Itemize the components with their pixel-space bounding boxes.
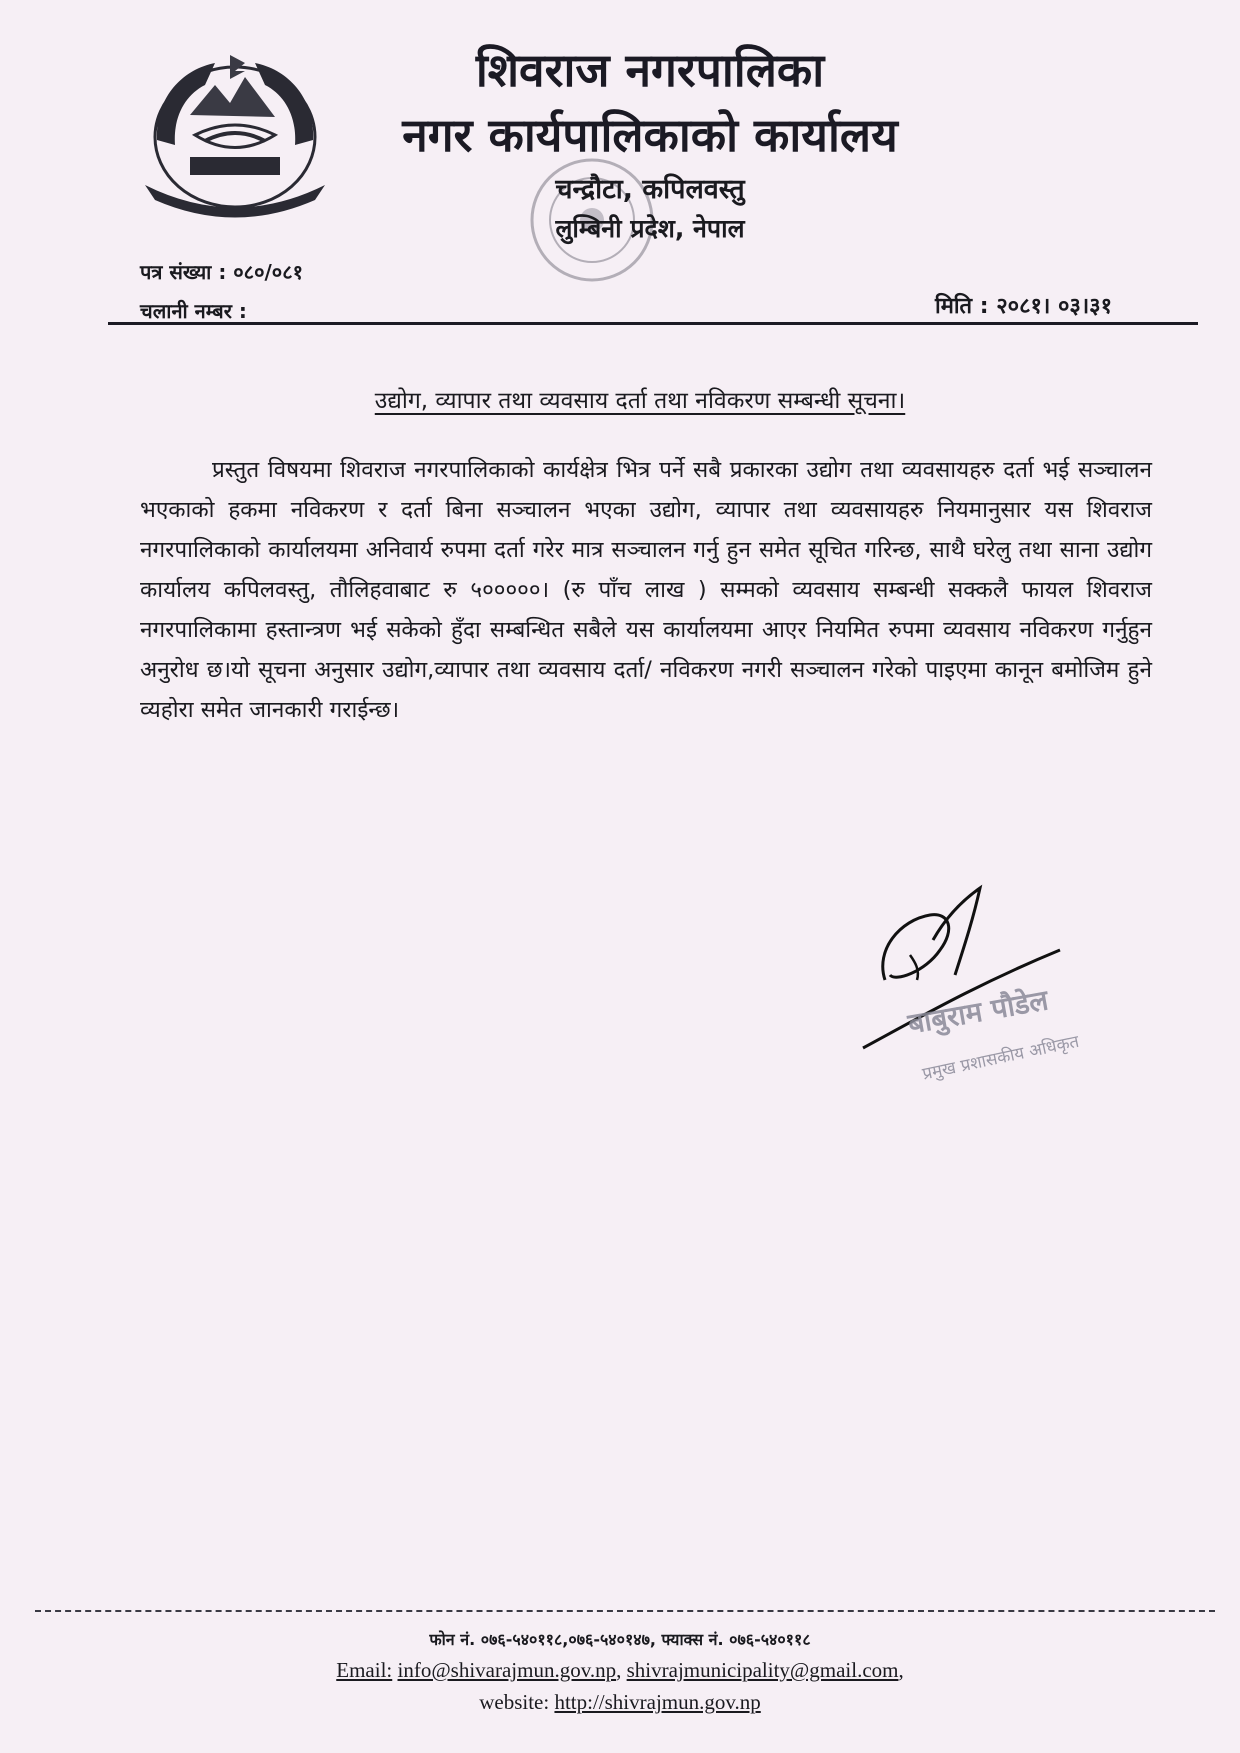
reference-number: पत्र संख्या : ०८०/०८१: [140, 260, 303, 284]
website-label: website:: [479, 1690, 550, 1714]
email-label: Email:: [336, 1658, 393, 1682]
nepal-government-emblem-icon: [135, 45, 335, 220]
signatory-title: प्रमुख प्रशासकीय अधिकृत: [920, 1031, 1081, 1085]
email-link-info[interactable]: info@shivarajmun.gov.np: [397, 1658, 617, 1682]
letter-body: प्रस्तुत विषयमा शिवराज नगरपालिकाको कार्यक्षेत्र भित्र पर्ने सबै प्रकारका उद्योग तथा व्यवसायहरु दर्ता भई सञ्चालन भएकाको हकमा नविकरण र दर्ता बिना सञ्चालन भएका उद्योग, व्यापार तथा व्यवसायहरु नियमानुसार यस शिवराज नगरपालिकाको कार्यालयमा अनिवार्य रुपमा दर्ता गरेर मात्र सञ्चालन गर्नु हुन समेत सूचित गरिन्छ, साथै घरेलु तथा साना उद्योग कार्यालय कपिलवस्तु, तौलिहवाबाट रु ५०००००। (रु पाँच लाख ) सम्मको व्यवसाय सम्बन्धी सक्कलै फायल शिवराज नगरपालिकामा हस्तान्त्रण भई सकेको हुँदा सम्बन्धित सबैले यस कार्यालयमा आएर नियमित रुपमा व्यवसाय नविकरण गर्नुहुन अनुरोध छ।यो सूचना अनुसार उद्योग,व्यापार तथा व्यवसाय दर्ता/ नविकरण नगरी सञ्चालन गरेको पाइएमा कानून बमोजिम हुने व्यहोरा समेत जानकारी गराईन्छ।: [140, 457, 1152, 723]
website-link[interactable]: http://shivrajmun.gov.np: [554, 1690, 761, 1714]
header-divider: [108, 322, 1198, 325]
signatory-name: बाबुराम पौडेल: [905, 983, 1051, 1041]
dispatch-number: चलानी नम्बर :: [140, 299, 247, 323]
footer-website-line: [0, 1690, 1240, 1715]
org-name: शिवराज नगरपालिका: [475, 43, 825, 97]
address-line-1: चन्द्रौटा, कपिलवस्तु: [555, 174, 745, 205]
footer-email-line: [0, 1658, 1240, 1683]
address-line-2: लुम्बिनी प्रदेश, नेपाल: [555, 214, 745, 243]
office-name: नगर कार्यपालिकाको कार्यालय: [402, 108, 898, 162]
footer-divider: [35, 1610, 1215, 1612]
letter-subject: उद्योग, व्यापार तथा व्यवसाय दर्ता तथा नविकरण सम्बन्धी सूचना।: [374, 388, 906, 414]
footer-phone: फोन नं. ०७६-५४०११८,०७६-५४०१४७, फ्याक्स नं. ०७६-५४०११८: [429, 1630, 811, 1649]
email-link-gmail[interactable]: shivrajmunicipality@gmail.com: [626, 1658, 899, 1682]
letter-date: मिति : २०८१। ०३।३१: [935, 294, 1113, 319]
email-end: ,: [898, 1658, 904, 1682]
email-separator: ,: [616, 1658, 622, 1682]
